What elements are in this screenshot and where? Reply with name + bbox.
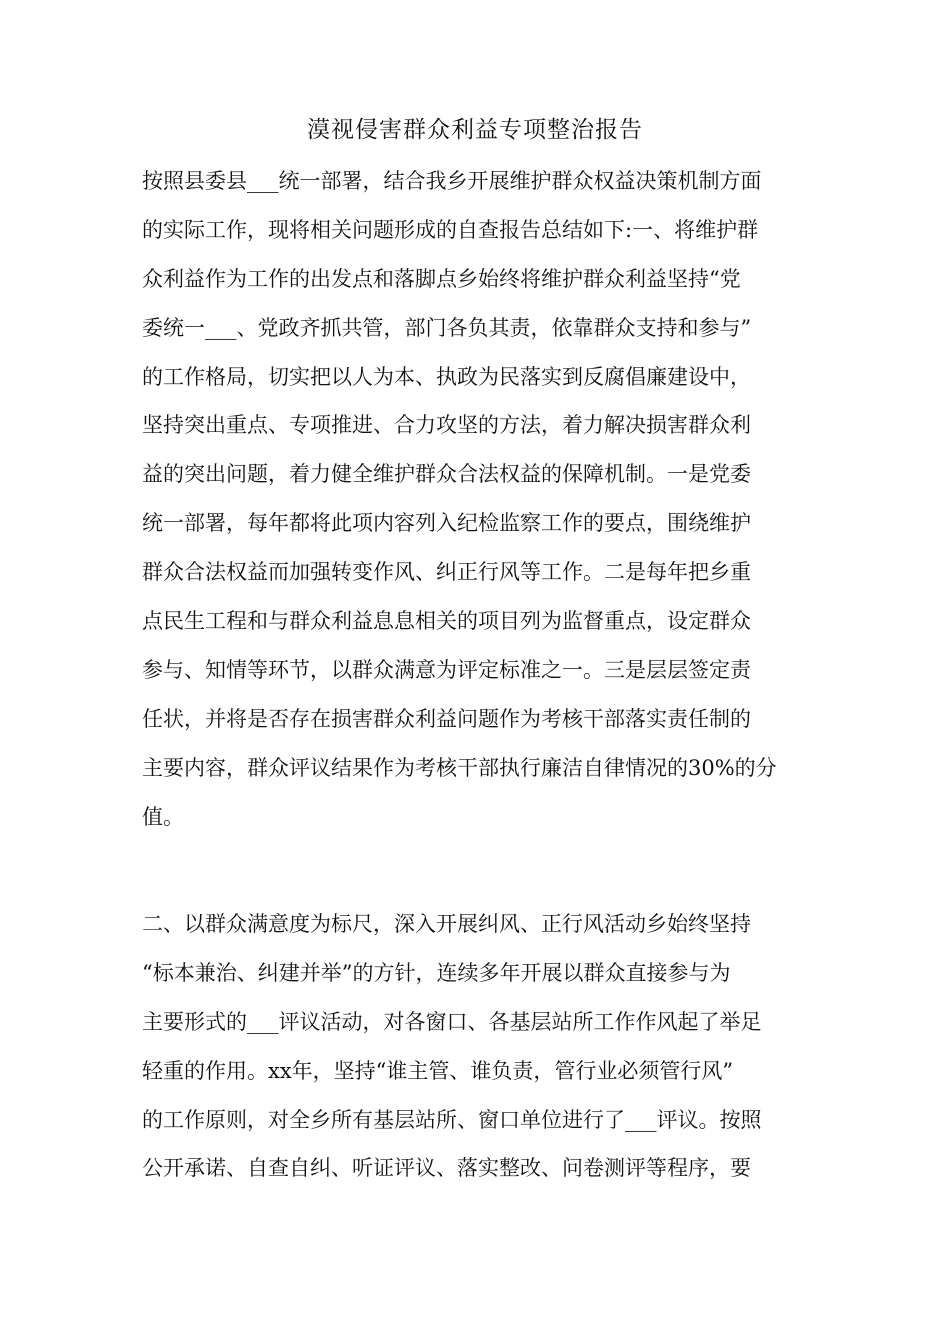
text-line: 二、以群众满意度为标尺，深入开展纠风、正行风活动乡始终坚持 <box>142 912 751 936</box>
text-line: 群众合法权益而加强转变作风、纠正行风等工作。二是每年把乡重 <box>142 560 751 585</box>
text-line: 值。 <box>142 804 184 829</box>
paragraph-2 <box>142 900 822 1193</box>
text-line: 的实际工作，现将相关问题形成的自查报告总结如下:一、将维护群 <box>142 217 759 242</box>
document-title: 漠视侵害群众利益专项整治报告 <box>307 117 643 143</box>
text-line: 按照县委县___统一部署，结合我乡开展维护群众权益决策机制方面 <box>142 169 762 193</box>
text-line: “标本兼治、纠建并举”的方针，连续多年开展以群众直接参与为 <box>142 960 731 985</box>
text-line: 公开承诺、自查自纠、听证评议、落实整改、问卷测评等程序，要 <box>142 1156 751 1181</box>
text-line: 的工作格局，切实把以人为本、执政为民落实到反腐倡廉建设中， <box>142 364 751 389</box>
text-line: 点民生工程和与群众利益息息相关的项目列为监督重点，设定群众 <box>142 609 751 634</box>
text-line: 任状，并将是否存在损害群众利益问题作为考核干部落实责任制的 <box>142 706 751 731</box>
text-line: 主要形式的___评议活动，对各窗口、各基层站所工作作风起了举足 <box>142 1009 762 1034</box>
paragraph-1 <box>142 157 822 841</box>
text-line: 坚持突出重点、专项推进、合力攻坚的方法，着力解决损害群众利 <box>142 413 751 438</box>
text-line: 参与、知情等环节，以群众满意为评定标准之一。三是层层签定责 <box>142 657 751 682</box>
text-line: 的工作原则，对全乡所有基层站所、窗口单位进行了___评议。按照 <box>142 1107 762 1132</box>
text-line: 众利益作为工作的出发点和落脚点乡始终将维护群众利益坚持“党 <box>142 266 741 291</box>
text-line: 益的突出问题，着力健全维护群众合法权益的保障机制。一是党委 <box>142 462 751 487</box>
text-line: 委统一___、党政齐抓共管，部门各负其责，依靠群众支持和参与” <box>142 315 752 340</box>
text-line: 统一部署，每年都将此项内容列入纪检监察工作的要点，围绕维护 <box>142 511 751 536</box>
text-line: 轻重的作用。xx年，坚持“谁主管、谁负责，管行业必须管行风” <box>142 1058 734 1083</box>
text-line: 主要内容，群众评议结果作为考核干部执行廉洁自律情况的30%的分 <box>142 755 777 780</box>
